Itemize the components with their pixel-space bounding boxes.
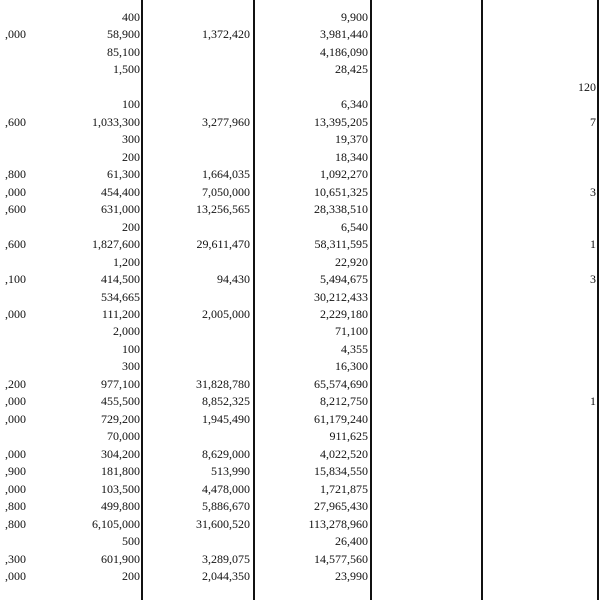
table-cell: 28,338,510 (314, 202, 368, 216)
table-cell: 1 (590, 237, 596, 251)
table-cell: 14,577,560 (314, 552, 368, 566)
table-cell: 31,828,780 (196, 377, 250, 391)
table-cell: 5,494,675 (320, 272, 368, 286)
table-cell: 300 (122, 359, 140, 373)
table-cell: 7,050,000 (202, 185, 250, 199)
table-cell: 30,212,433 (314, 290, 368, 304)
table-cell: ,300 (5, 552, 26, 566)
table-cell: ,000 (5, 185, 26, 199)
table-cell: 631,000 (101, 202, 140, 216)
column-divider (481, 0, 483, 600)
table-cell: 23,990 (335, 569, 368, 583)
table-cell: 31,600,520 (196, 517, 250, 531)
table-cell: 200 (122, 150, 140, 164)
table-cell: ,600 (5, 115, 26, 129)
table-cell: ,800 (5, 167, 26, 181)
table-cell: 111,200 (101, 307, 140, 321)
table-cell: 400 (122, 10, 140, 24)
table-cell: 500 (122, 534, 140, 548)
table-cell: 3,277,960 (202, 115, 250, 129)
table-cell: 58,900 (107, 27, 140, 41)
table-cell: 27,965,430 (314, 499, 368, 513)
table-cell: 2,044,350 (202, 569, 250, 583)
table-cell: 601,900 (101, 552, 140, 566)
table-cell: 13,395,205 (314, 115, 368, 129)
table-cell: 1 (590, 394, 596, 408)
table-cell: 454,400 (101, 185, 140, 199)
table-cell: ,000 (5, 307, 26, 321)
table-cell: ,600 (5, 202, 26, 216)
table-cell: 26,400 (335, 534, 368, 548)
table-cell: 455,500 (101, 394, 140, 408)
table-cell: 414,500 (101, 272, 140, 286)
table-cell: 4,478,000 (202, 482, 250, 496)
table-cell: 911,625 (329, 429, 368, 443)
table-cell: 113,278,960 (308, 517, 368, 531)
table-cell: ,900 (5, 464, 26, 478)
table-cell: ,800 (5, 517, 26, 531)
table-cell: 94,430 (217, 272, 250, 286)
table-cell: 13,256,565 (196, 202, 250, 216)
table-cell: 1,033,300 (92, 115, 140, 129)
table-cell: 3 (590, 185, 596, 199)
table-cell: 181,800 (101, 464, 140, 478)
table-cell: 6,105,000 (92, 517, 140, 531)
table-cell: 6,540 (341, 220, 368, 234)
table-cell: 6,340 (341, 97, 368, 111)
table-cell: 2,005,000 (202, 307, 250, 321)
table-cell: 70,000 (107, 429, 140, 443)
table-cell: 4,186,090 (320, 45, 368, 59)
table-cell: 61,300 (107, 167, 140, 181)
table-cell: 4,355 (341, 342, 368, 356)
table-cell: 100 (122, 342, 140, 356)
column-divider (141, 0, 143, 600)
table-cell: 1,664,035 (202, 167, 250, 181)
table-cell: 1,092,270 (320, 167, 368, 181)
table-cell: 4,022,520 (320, 447, 368, 461)
table-cell: ,100 (5, 272, 26, 286)
table-cell: ,800 (5, 499, 26, 513)
table-cell: 200 (122, 569, 140, 583)
table-cell: 29,611,470 (196, 237, 250, 251)
table-cell: 1,372,420 (202, 27, 250, 41)
table-cell: 10,651,325 (314, 185, 368, 199)
table-cell: ,600 (5, 237, 26, 251)
table-cell: 8,852,325 (202, 394, 250, 408)
table-cell: 58,311,595 (314, 237, 368, 251)
table-cell: 15,834,550 (314, 464, 368, 478)
table-cell: 2,229,180 (320, 307, 368, 321)
table-cell: 103,500 (101, 482, 140, 496)
table-cell: 729,200 (101, 412, 140, 426)
table-cell: 3 (590, 272, 596, 286)
table-cell: 65,574,690 (314, 377, 368, 391)
table-cell: 3,289,075 (202, 552, 250, 566)
table-cell: 1,945,490 (202, 412, 250, 426)
table-cell: ,000 (5, 412, 26, 426)
table-cell: 513,990 (211, 464, 250, 478)
table-cell: 120 (578, 80, 596, 94)
table-cell: 18,340 (335, 150, 368, 164)
table-cell: 71,100 (335, 324, 368, 338)
table-cell: 61,179,240 (314, 412, 368, 426)
column-divider (253, 0, 255, 600)
table-cell: 300 (122, 132, 140, 146)
table-cell: 534,665 (101, 290, 140, 304)
table-cell: 100 (122, 97, 140, 111)
table-cell: 7 (590, 115, 596, 129)
table-cell: 16,300 (335, 359, 368, 373)
table-cell: 304,200 (101, 447, 140, 461)
table-cell: 1,827,600 (92, 237, 140, 251)
table-cell: 977,100 (101, 377, 140, 391)
table-cell: ,000 (5, 394, 26, 408)
table-cell: 1,721,875 (320, 482, 368, 496)
table-cell: 5,886,670 (202, 499, 250, 513)
table-cell: ,000 (5, 569, 26, 583)
table-cell: 1,500 (113, 62, 140, 76)
table-cell: 8,629,000 (202, 447, 250, 461)
table-cell: 200 (122, 220, 140, 234)
table-cell: 8,212,750 (320, 394, 368, 408)
table-cell: 499,800 (101, 499, 140, 513)
table-cell: 9,900 (341, 10, 368, 24)
table-cell: ,000 (5, 447, 26, 461)
table-cell: ,000 (5, 482, 26, 496)
table-cell: 22,920 (335, 255, 368, 269)
column-divider (370, 0, 372, 600)
table-cell: 85,100 (107, 45, 140, 59)
column-divider (597, 0, 599, 600)
table-cell: ,000 (5, 27, 26, 41)
table-cell: ,200 (5, 377, 26, 391)
table-cell: 3,981,440 (320, 27, 368, 41)
table-cell: 19,370 (335, 132, 368, 146)
table-cell: 1,200 (113, 255, 140, 269)
table-cell: 2,000 (113, 324, 140, 338)
table-cell: 28,425 (335, 62, 368, 76)
